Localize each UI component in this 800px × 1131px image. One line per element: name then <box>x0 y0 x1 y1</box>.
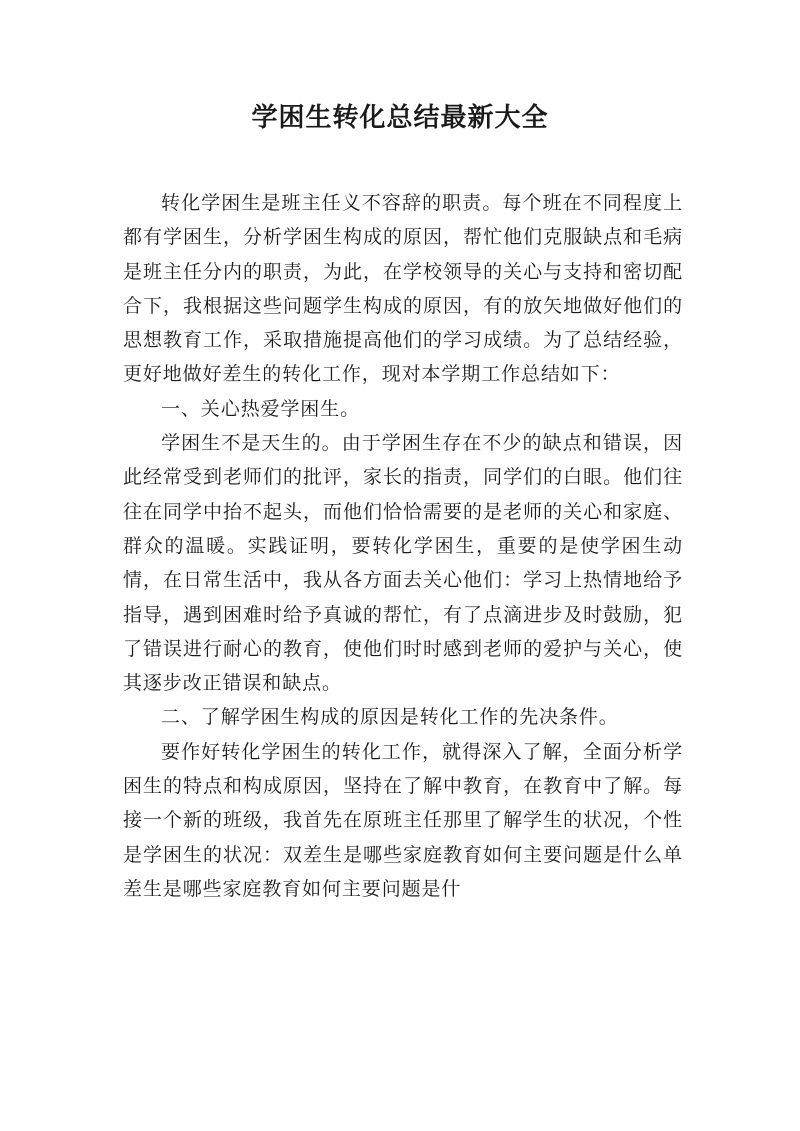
section-heading-2: 二、了解学困生构成的原因是转化工作的先决条件。 <box>161 706 619 729</box>
section-heading-1: 一、关心热爱学困生。 <box>161 397 361 420</box>
document-body <box>123 186 683 906</box>
document-title: 学困生转化总结最新大全 <box>251 103 549 133</box>
paragraph-section-1: 学困生不是天生的。由于学困生存在不少的缺点和错误，因此经常受到老师们的批评，家长的指责，同学们的白眼。他们往往在同学中抬不起头，而他们恰恰需要的是老师的关心和家庭、群众的温暖。实践证明，要转化学困生，重要的是使学困生动情，在日常生活中，我从各方面去关心他们：学习上热情地给予指导，遇到困难时给予真诚的帮忙，有了点滴进步及时鼓励，犯了错误进行耐心的教育，使他们时时感到老师的爱护与关心，使其逐步改正错误和缺点。 <box>123 432 683 695</box>
paragraph-section-2: 要作好转化学困生的转化工作，就得深入了解，全面分析学困生的特点和构成原因，坚持在了解中教育，在教育中了解。每接一个新的班级，我首先在原班主任那里了解学生的状况，个性是学困生的状况：双差生是哪些家庭教育如何主要问题是什么单差生是哪些家庭教育如何主要问题是什 <box>123 740 683 900</box>
paragraph-intro: 转化学困生是班主任义不容辞的职责。每个班在不同程度上都有学困生，分析学困生构成的原因，帮忙他们克服缺点和毛病是班主任分内的职责，为此，在学校领导的关心与支持和密切配合下，我根据这些问题学生构成的原因，有的放矢地做好他们的思想教育工作，采取措施提高他们的学习成绩。为了总结经验，更好地做好差生的转化工作，现对本学期工作总结如下： <box>123 192 683 386</box>
